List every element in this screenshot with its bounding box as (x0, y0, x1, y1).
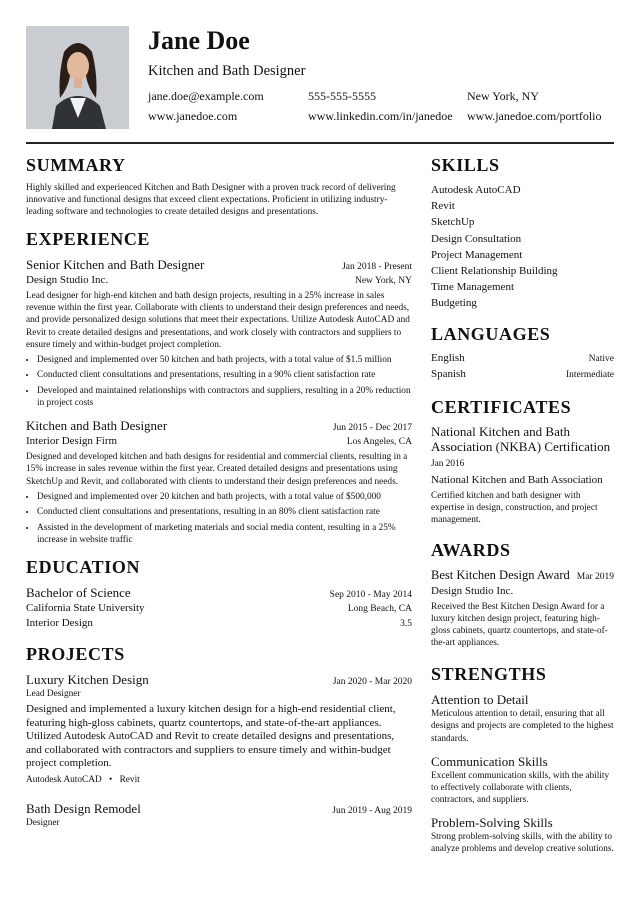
degree-name: Bachelor of Science (26, 585, 131, 601)
summary-text: Highly skilled and experienced Kitchen and Bath Designer with a proven track record of delivering innovative and functional designs that exceed client expectations. Proficient in utilizing industry-leading software and technologies to create detailed designs and presentations. (26, 183, 396, 218)
project-description: Designed and implemented a luxury kitchen design for a high-end residential client, featuring high-gloss cabinets, quartz countertops, and state-of-the-art appliances. Utilized Autodesk AutoCAD and Revit to create detailed designs and presentations, and collaborated with contractors and suppliers to ensure timely and within-budget project completion. (26, 703, 396, 770)
job-dates: Jun 2015 - Dec 2017 (332, 423, 412, 434)
certificate-issuer: National Kitchen and Bath Association (431, 473, 603, 486)
skill-item: Time Management (431, 281, 514, 294)
award-description: Received the Best Kitchen Design Award for a luxury kitchen design project, featuring high-gloss cabinets, quartz countertops, and state-of-the-art appliances. (431, 602, 608, 649)
job-title: Senior Kitchen and Bath Designer (26, 257, 205, 273)
phone-text: 555-555-5555 (308, 89, 376, 103)
project-title: Bath Design Remodel (26, 800, 141, 816)
job-location: Los Angeles, CA (346, 437, 412, 448)
resume-header (26, 26, 614, 130)
profile-photo (26, 26, 129, 129)
list-item: • Designed and implemented over 50 kitchen and bath projects, with a total value of $1.5 million (37, 354, 412, 366)
list-item: • Conducted client consultations and presentations, resulting in a 90% client satisfaction rate (37, 369, 412, 381)
language-name: English (431, 351, 465, 364)
field-of-study: Interior Design (26, 617, 93, 630)
project-role: Designer (26, 817, 60, 828)
project-tools (26, 774, 412, 786)
project-title: Luxury Kitchen Design (26, 672, 149, 688)
skill-item: Design Consultation (431, 232, 522, 245)
strength-entry (431, 753, 614, 806)
job-dates: Jan 2018 - Present (342, 262, 412, 273)
project-entry (26, 800, 412, 829)
language-level: Intermediate (565, 369, 614, 380)
section-heading: SKILLS (431, 155, 500, 175)
strength-description: Meticulous attention to detail, ensuring that all designs and projects are completed to the highest standards. (431, 709, 614, 744)
strength-description: Excellent communication skills, with the ability to effectively collaborate with clients, contractors, and suppliers. (431, 770, 610, 805)
linkedin-link[interactable]: www.linkedin.com/in/janedoe (308, 109, 453, 123)
languages-section (431, 323, 614, 383)
job-description: Designed and developed kitchen and bath designs for residential and commercial clients, resulting in a 15% increase in sales revenue within the first year. Created detailed designs and presentations using SketchUp and Revit, and collaborated with clients to understand their design preferences and needs. (26, 452, 408, 487)
skill-item: Project Management (431, 248, 523, 261)
award-date: Mar 2019 (576, 572, 614, 582)
strength-description: Strong problem-solving skills, with the ability to analyze problems and develop creative solutions. (431, 831, 614, 855)
website-link[interactable]: www.janedoe.com (148, 109, 238, 123)
list-item: • Conducted client consultations and presentations, resulting in an 80% client satisfaction rate (37, 506, 412, 518)
project-role: Lead Designer (26, 689, 81, 700)
experience-section (26, 228, 412, 546)
strength-title: Problem-Solving Skills (431, 814, 553, 830)
skill-item: Revit (431, 200, 455, 213)
strength-title: Attention to Detail (431, 692, 529, 708)
section-heading: PROJECTS (26, 644, 125, 665)
list-item: • Developed and maintained relationships with contractors and suppliers, resulting in a 20% reduction in project costs (37, 385, 412, 409)
achievement-list (26, 491, 412, 547)
section-heading: CERTIFICATES (431, 396, 572, 417)
candidate-name: Jane Doe (148, 26, 250, 55)
job-description: Lead designer for high-end kitchen and bath design projects, resulting in a 25% increase in sales revenue within the first year. Collaborate with clients to understand their design preferences and needs, and provide personalized design solutions that meet their expectations. Utilize Autodesk AutoCAD and Revit to create detailed designs and presentations, and work closely with contractors and suppliers to ensure timely and within-budget project completion. (26, 291, 410, 350)
experience-entry (26, 417, 412, 546)
projects-section (26, 643, 412, 829)
certificates-section (431, 396, 614, 526)
experience-entry (26, 256, 412, 409)
certificate-title: National Kitchen and Bath Association (NKBA) Certification (431, 423, 611, 455)
gpa-value: 3.5 (400, 619, 412, 630)
language-name: Spanish (431, 367, 466, 380)
job-title: Kitchen and Bath Designer (26, 418, 168, 434)
skill-item: Autodesk AutoCAD (431, 184, 521, 196)
certificate-description: Certified kitchen and bath designer with expertise in design, construction, and project management. (431, 490, 598, 525)
section-heading: EXPERIENCE (26, 229, 151, 250)
skill-item: Budgeting (431, 297, 477, 310)
school-location: Long Beach, CA (347, 604, 412, 615)
email-link[interactable]: jane.doe@example.com (148, 89, 264, 103)
section-heading: SUMMARY (26, 155, 126, 175)
project-entry (26, 671, 412, 786)
skill-item: SketchUp (431, 216, 475, 229)
company-name: Interior Design Firm (26, 435, 118, 448)
company-name: Design Studio Inc. (26, 274, 109, 287)
list-item: • Designed and implemented over 20 kitchen and bath projects, with a total value of $500,000 (37, 491, 412, 503)
achievement-list (26, 354, 412, 410)
language-level: Native (588, 353, 614, 364)
certificate-date: Jan 2016 (431, 458, 465, 469)
strength-entry (431, 814, 614, 855)
section-heading: LANGUAGES (431, 323, 551, 344)
skill-item: Client Relationship Building (431, 265, 558, 278)
strength-title: Communication Skills (431, 753, 548, 769)
tool-tag: Revit (119, 774, 140, 785)
education-section (26, 556, 412, 631)
award-issuer: Design Studio Inc. (431, 585, 514, 597)
award-title: Best Kitchen Design Award (431, 568, 570, 582)
section-heading: STRENGTHS (431, 664, 547, 685)
skills-section (431, 154, 614, 312)
tool-tag: Autodesk AutoCAD (26, 774, 102, 785)
strength-entry (431, 691, 614, 744)
right-column (431, 154, 614, 855)
job-location: New York, NY (354, 276, 412, 287)
candidate-title: Kitchen and Bath Designer (148, 63, 306, 79)
strengths-section (431, 663, 614, 855)
skills-list (431, 182, 614, 312)
list-item: • Assisted in the development of marketing materials and social media content, resulting in a 25% increase in website traffic (37, 522, 412, 546)
project-dates: Jun 2019 - Aug 2019 (332, 805, 412, 816)
section-heading: EDUCATION (26, 557, 141, 578)
section-heading: AWARDS (431, 540, 511, 560)
school-name: California State University (26, 602, 145, 615)
location-text: New York, NY (467, 89, 540, 103)
header-divider (26, 142, 614, 144)
left-column (26, 154, 412, 829)
awards-section (431, 539, 614, 649)
summary-section (26, 154, 412, 218)
tool-separator: • (109, 774, 113, 785)
project-dates: Jan 2020 - Mar 2020 (332, 677, 412, 688)
education-dates: Sep 2010 - May 2014 (329, 590, 412, 601)
portfolio-link[interactable]: www.janedoe.com/portfolio (467, 109, 602, 123)
